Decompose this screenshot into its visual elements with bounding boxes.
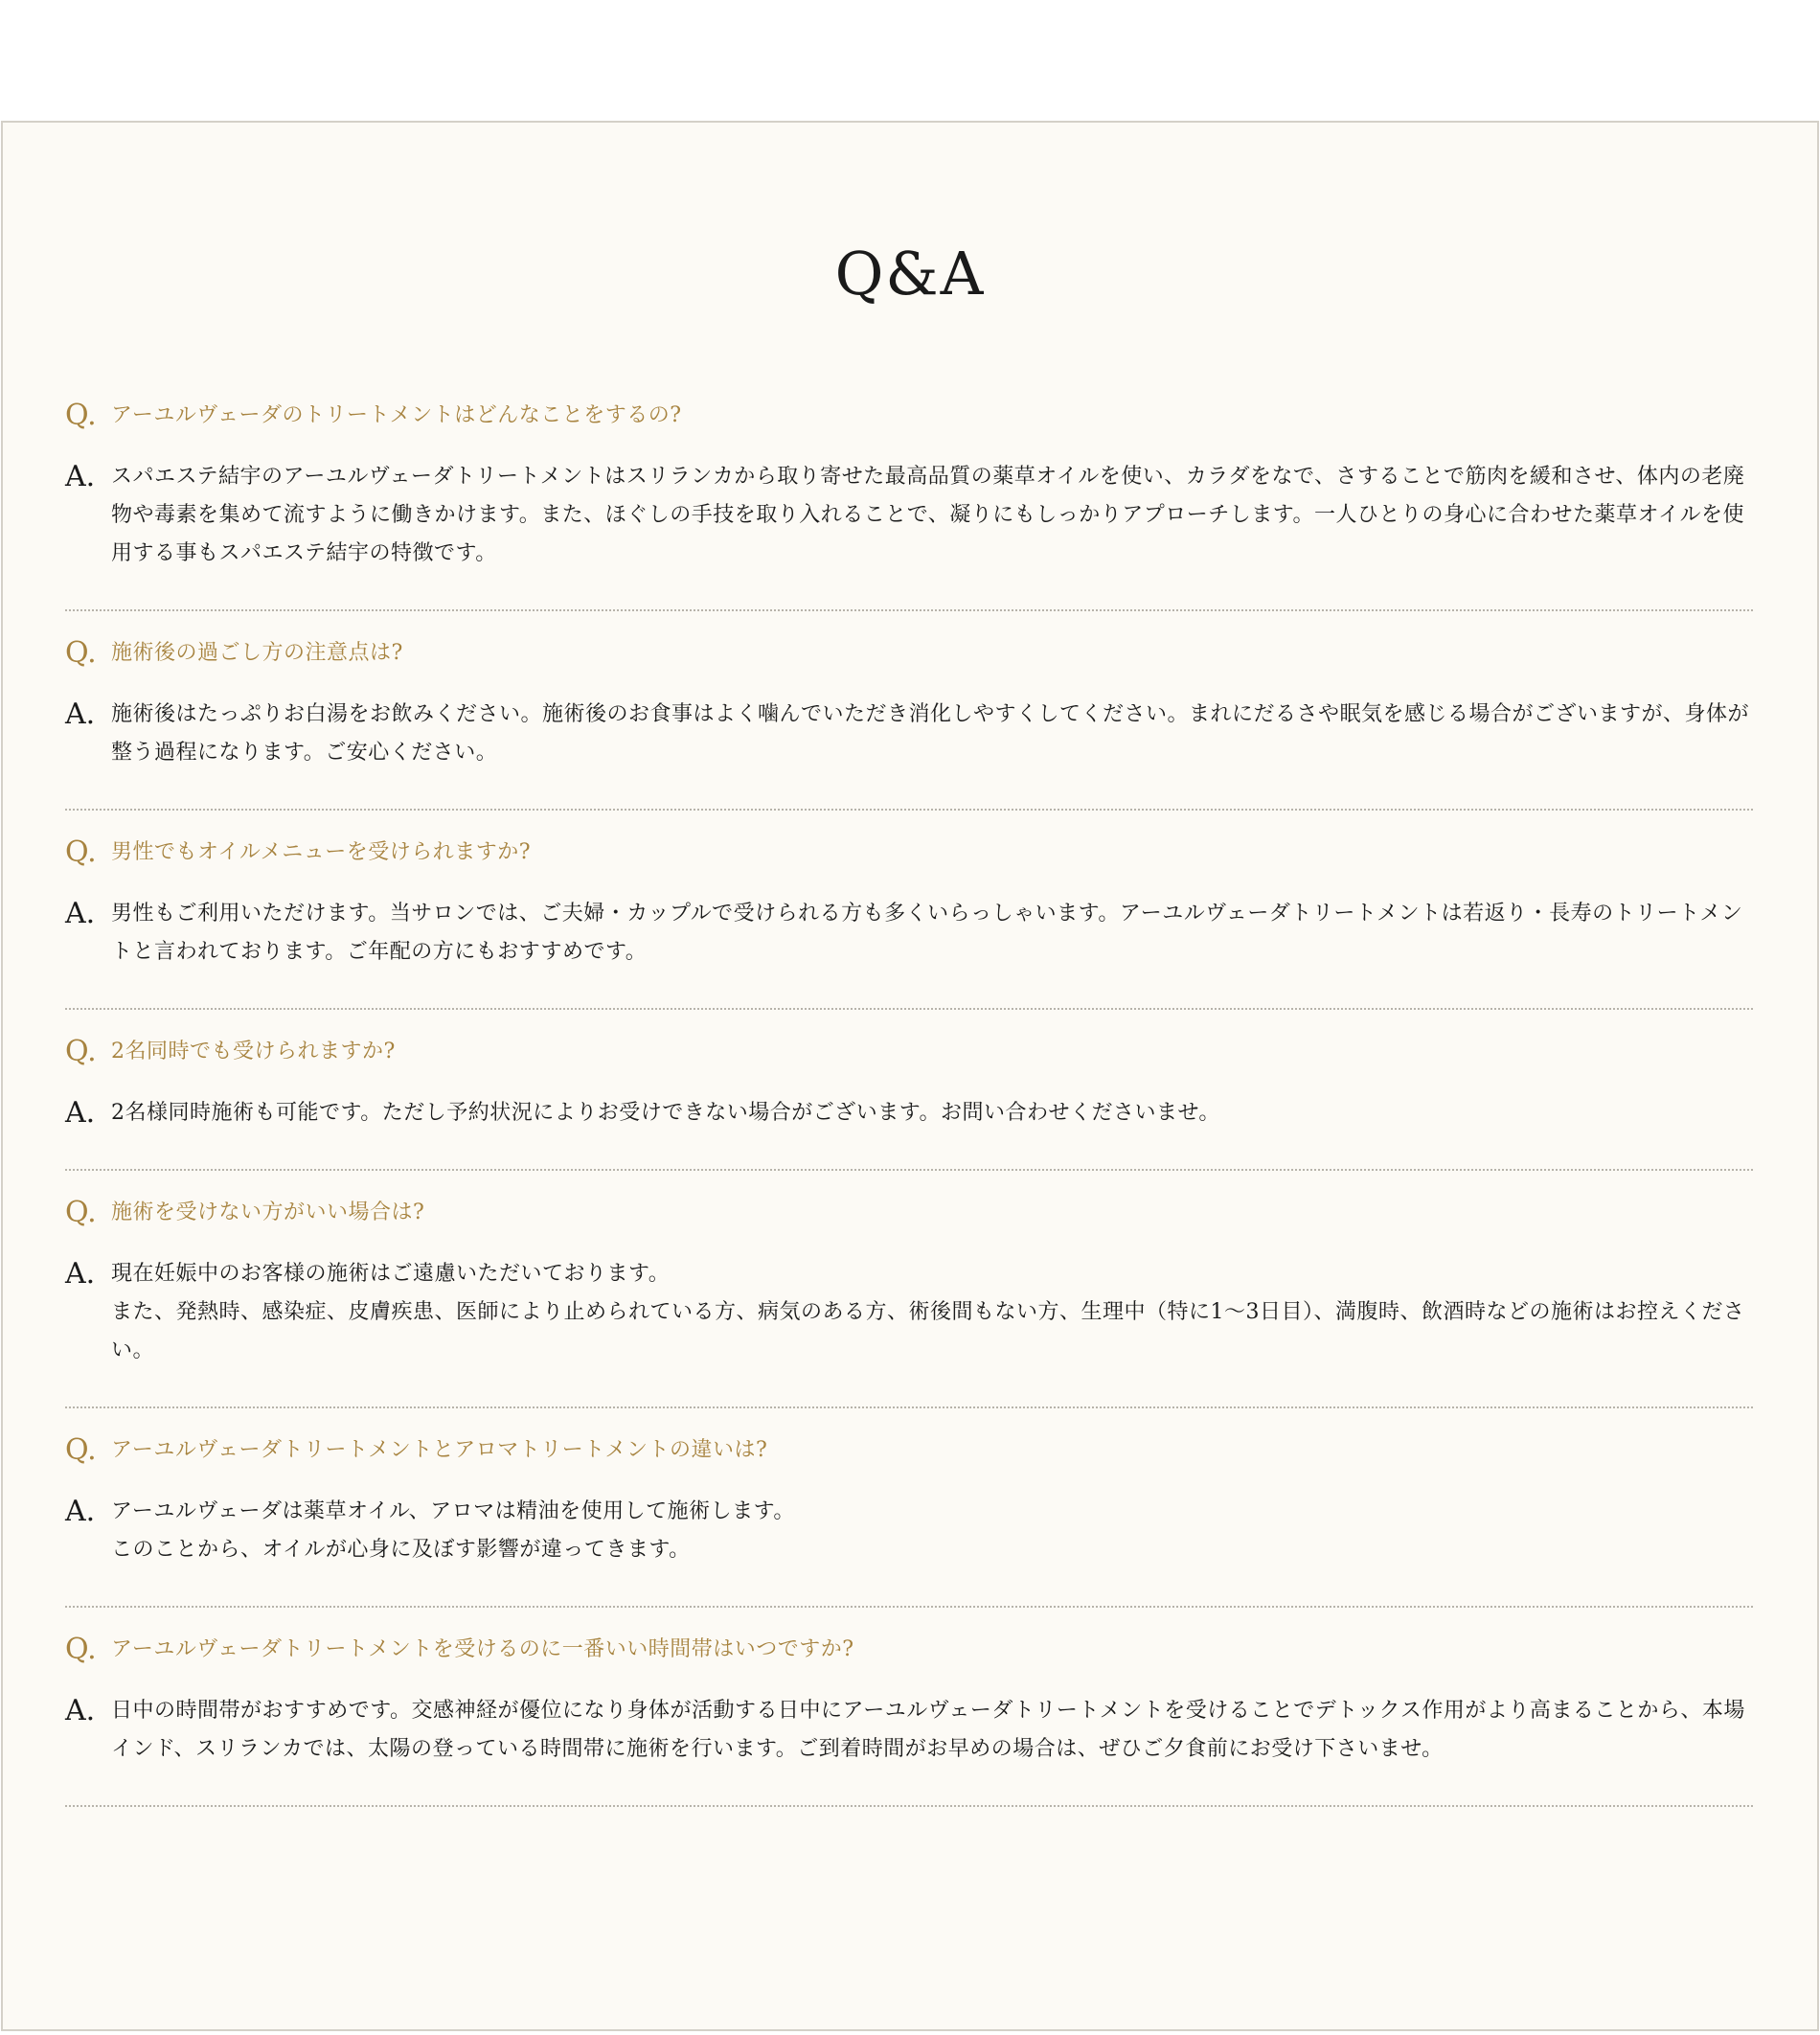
- question-marker: Q.: [65, 636, 97, 670]
- faq-answer: [65, 1493, 1753, 1569]
- question-marker: Q.: [65, 1433, 97, 1467]
- answer-text: [111, 895, 1753, 972]
- page-title: Q&A: [834, 239, 986, 309]
- faq-answer: [65, 1255, 1753, 1370]
- faq-item: [65, 1010, 1753, 1171]
- answer-marker: A.: [65, 1257, 96, 1291]
- question-text: アーユルヴェーダのトリートメントはどんなことをするの?: [111, 403, 682, 427]
- question-marker: Q.: [65, 399, 97, 432]
- question-text: アーユルヴェーダトリートメントを受けるのに一番いい時間帯はいつですか?: [111, 1637, 854, 1661]
- answer-text: [111, 458, 1753, 573]
- faq-question: [65, 1033, 1753, 1071]
- faq-answer: [65, 696, 1753, 772]
- answer-line: スパエステ結宇のアーユルヴェーダトリートメントはスリランカから取り寄せた最高品質の薬草オイルを使い、カラダをなで、さすることで筋肉を緩和させ、体内の老廃物や毒素を集めて流すように働きかけます。また、ほぐしの手技を取り入れることで、凝りにもしっかりアプローチします。一人ひとりの身心に合わせた薬草オイルを使用する事もスパエステ結宇の特徴です。: [111, 465, 1745, 565]
- faq-question: [65, 834, 1753, 872]
- answer-line: 現在妊娠中のお客様の施術はご遠慮いただいております。: [111, 1262, 671, 1286]
- faq-item: [65, 1408, 1753, 1608]
- answer-line: また、発熱時、感染症、皮膚疾患、医師により止められている方、病気のある方、術後間もない方、生理中（特に1〜3日目）、満腹時、飲酒時などの施術はお控えください。: [111, 1300, 1745, 1362]
- answer-line: このことから、オイルが心身に及ぼす影響が違ってきます。: [111, 1538, 691, 1562]
- answer-marker: A.: [65, 1495, 96, 1528]
- faq-list: [65, 374, 1753, 1807]
- faq-answer: [65, 895, 1753, 972]
- answer-line: 男性もご利用いただけます。当サロンでは、ご夫婦・カップルで受けられる方も多くいらっしゃいます。アーユルヴェーダトリートメントは若返り・長寿のトリートメントと言われております。ご年配の方にもおすすめです。: [111, 902, 1743, 964]
- faq-item: [65, 611, 1753, 811]
- answer-marker: A.: [65, 697, 96, 731]
- answer-line: 日中の時間帯がおすすめです。交感神経が優位になり身体が活動する日中にアーユルヴェーダトリートメントを受けることでデトックス作用がより高まることから、本場インド、スリランカでは、太陽の登っている時間帯に施術を行います。ご到着時間がお早めの場合は、ぜひご夕食前にお受け下さいませ。: [111, 1699, 1745, 1761]
- faq-item: [65, 374, 1753, 611]
- question-text: アーユルヴェーダトリートメントとアロマトリートメントの違いは?: [111, 1438, 768, 1462]
- faq-item: [65, 1608, 1753, 1807]
- answer-marker: A.: [65, 1694, 96, 1727]
- faq-item: [65, 811, 1753, 1010]
- question-marker: Q.: [65, 1633, 97, 1666]
- question-text: 2名同時でも受けられますか?: [111, 1040, 396, 1063]
- question-marker: Q.: [65, 835, 97, 869]
- faq-question: [65, 1631, 1753, 1669]
- answer-line: 2名様同時施術も可能です。ただし予約状況によりお受けできない場合がございます。お問い合わせくださいませ。: [111, 1101, 1220, 1125]
- question-marker: Q.: [65, 1196, 97, 1229]
- faq-answer: [65, 458, 1753, 573]
- answer-text: [111, 1692, 1753, 1769]
- answer-marker: A.: [65, 897, 96, 930]
- answer-text: [111, 1094, 1753, 1132]
- answer-text: [111, 1493, 1753, 1569]
- faq-answer: [65, 1692, 1753, 1769]
- answer-line: アーユルヴェーダは薬草オイル、アロマは精油を使用して施術します。: [111, 1499, 795, 1523]
- answer-marker: A.: [65, 460, 96, 493]
- faq-question: [65, 634, 1753, 673]
- faq-question: [65, 397, 1753, 435]
- answer-line: 施術後はたっぷりお白湯をお飲みください。施術後のお食事はよく噛んでいただき消化しやすくしてください。まれにだるさや眠気を感じる場合がございますが、身体が整う過程になります。ご安心ください。: [111, 702, 1750, 765]
- faq-item: [65, 1171, 1753, 1408]
- answer-text: [111, 1255, 1753, 1370]
- faq-question: [65, 1431, 1753, 1470]
- answer-marker: A.: [65, 1096, 96, 1130]
- answer-text: [111, 696, 1753, 772]
- question-text: 男性でもオイルメニューを受けられますか?: [111, 840, 532, 864]
- question-marker: Q.: [65, 1035, 97, 1068]
- question-text: 施術後の過ごし方の注意点は?: [111, 641, 403, 665]
- faq-question: [65, 1194, 1753, 1232]
- question-text: 施術を受けない方がいい場合は?: [111, 1200, 425, 1224]
- faq-answer: [65, 1094, 1753, 1132]
